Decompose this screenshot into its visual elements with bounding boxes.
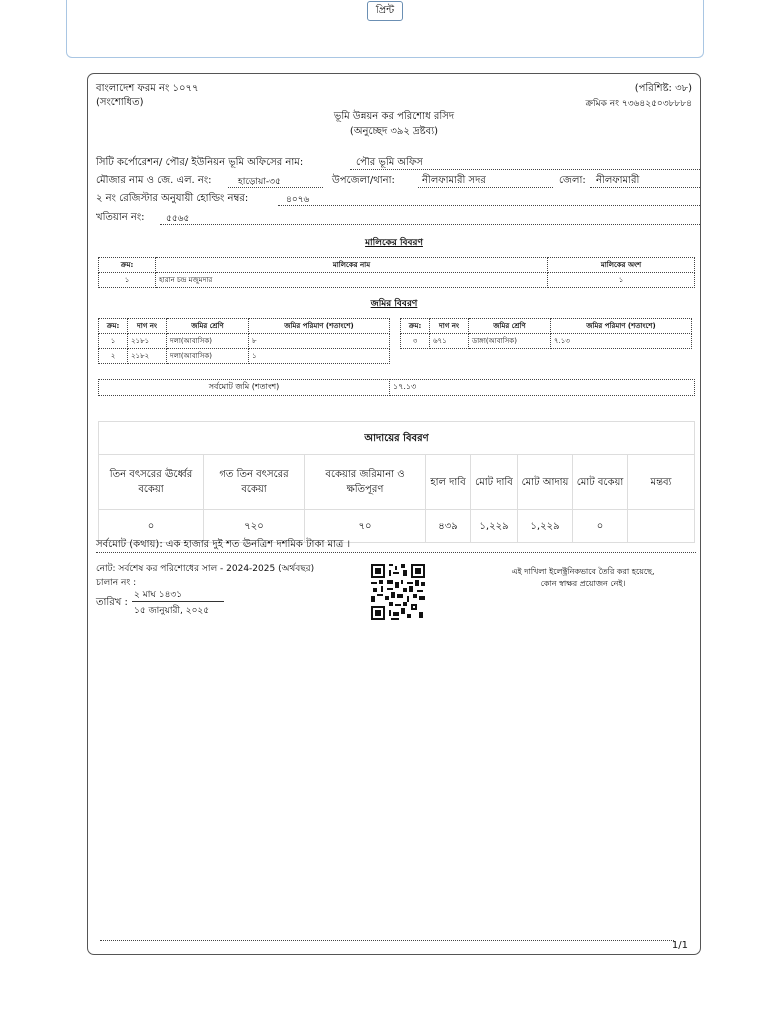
serial-number: ক্রমিক নং ৭৩৬৪২৫০৩৮৮৮৪	[585, 99, 692, 109]
owner-col-name: মালিকের নাম	[156, 258, 548, 273]
land-col-class: জমির শ্রেণি	[167, 319, 249, 334]
land-class: দলা(আবাসিক)	[167, 334, 249, 349]
date-divider	[132, 601, 224, 602]
land-left-header	[99, 319, 390, 334]
office-label: সিটি কর্পোরেশন/ পৌর/ ইউনিয়ন ভূমি অফিসের নাম:	[96, 157, 304, 168]
revised-label: (সংশোধিত)	[96, 97, 144, 108]
holding-label: ২ নং রেজিস্টার অনুযায়ী হোল্ডিং নম্বর:	[96, 193, 249, 204]
receipt-subtitle: (অনুচ্ছেদ ৩৯২ দ্রষ্টব্য)	[349, 126, 439, 137]
date-gregorian: ১৫ জানুয়ারী, ২০২৫	[134, 606, 210, 616]
office-value: পৌর ভূমি অফিস	[356, 157, 423, 168]
qr-code-icon	[371, 564, 425, 620]
land-total-table	[98, 379, 695, 396]
print-toolbar	[66, 0, 704, 58]
val-total-due: ০	[573, 510, 628, 543]
mouza-label: মৌজার নাম ও জে. এল. নং:	[96, 175, 212, 186]
print-button[interactable]: প্রিন্ট	[367, 1, 403, 21]
owner-share: ১	[548, 273, 695, 288]
mouza-value: হাড়োয়া-৩৫	[238, 177, 281, 187]
owner-table-header	[99, 258, 695, 273]
appendix-label: (পরিশিষ্ট: ৩৮)	[634, 83, 692, 94]
col-last-three-years: গত তিন বৎসরের বকেয়া	[204, 455, 305, 510]
table-row	[99, 380, 695, 396]
owner-serial: ১	[99, 273, 156, 288]
col-total-due: মোট বকেয়া	[573, 455, 628, 510]
district-label: জেলা:	[559, 175, 586, 186]
payment-note: নোট: সর্বশেষ কর পরিশোধের সাল - 2024-2025 (অর্থবছর)	[96, 564, 315, 574]
land-area: ১	[249, 349, 390, 364]
date-label: তারিখ :	[96, 597, 128, 608]
val-last-three-years: ৭২০	[204, 510, 305, 543]
land-col-class: জমির শ্রেণি	[469, 319, 551, 334]
upazila-label: উপজেলা/থানা:	[332, 175, 395, 186]
val-remarks	[628, 510, 695, 543]
owner-name: হারান চন্দ্র মজুমদার	[156, 273, 548, 288]
val-total-demand: ১,২২৯	[471, 510, 518, 543]
khatian-value: ৫৫৬৫	[166, 214, 190, 224]
land-serial: ১	[99, 334, 128, 349]
table-row	[99, 349, 390, 364]
land-serial: ২	[99, 349, 128, 364]
upazila-dotline	[418, 187, 553, 188]
land-total-label: সর্বমোট জমি (শতাংশ)	[99, 380, 390, 396]
form-number: বাংলাদেশ ফরম নং ১০৭৭	[96, 83, 199, 94]
electronic-note-line1: এই দাখিলা ইলেক্ট্রনিকভাবে তৈরি করা হয়েছে,	[511, 567, 655, 576]
col-fine: বকেয়ার জরিমানা ও ক্ষতিপূরণ	[305, 455, 426, 510]
challan-label: চালান নং :	[96, 578, 137, 588]
collection-table	[98, 421, 695, 543]
land-right-header	[401, 319, 692, 334]
col-current-demand: হাল দাবি	[426, 455, 471, 510]
land-class: দলা(আবাসিক)	[167, 349, 249, 364]
land-col-area: জমির পরিমাণ (শতাংশে)	[249, 319, 390, 334]
val-current-demand: ৪৩৯	[426, 510, 471, 543]
total-dotline	[96, 552, 696, 553]
electronic-note-line2: কোন স্বাক্ষর প্রয়োজন নেই।	[540, 579, 626, 588]
date-bangla: ২ মাঘ ১৪৩১	[134, 590, 183, 600]
table-row	[99, 273, 695, 288]
khatian-label: খতিয়ান নং:	[96, 212, 145, 223]
val-total-collected: ১,২২৯	[518, 510, 573, 543]
owner-table	[98, 257, 695, 288]
land-col-area: জমির পরিমাণ (শতাংশে)	[551, 319, 692, 334]
collection-title: আদায়ের বিবরণ	[99, 422, 695, 455]
land-col-serial: ক্রম:	[99, 319, 128, 334]
land-table-right	[400, 318, 692, 349]
col-total-collected: মোট আদায়	[518, 455, 573, 510]
bottom-dotline	[100, 940, 674, 941]
land-dag: ২১৮২	[128, 349, 167, 364]
land-area: ৭.১৩	[551, 334, 692, 349]
district-dotline	[590, 187, 700, 188]
receipt-title: ভূমি উন্নয়ন কর পরিশোধ রসিদ	[333, 111, 455, 122]
page-number: 1/1	[671, 940, 688, 951]
receipt-page	[87, 73, 701, 955]
col-over-three-years: তিন বৎসরের ঊর্ধ্বের বকেয়া	[99, 455, 204, 510]
office-dotline	[350, 169, 700, 170]
land-serial: ৩	[401, 334, 430, 349]
table-row	[99, 334, 390, 349]
col-total-demand: মোট দাবি	[471, 455, 518, 510]
holding-value: ৪০৭৬	[286, 195, 310, 205]
land-col-dag: দাগ নং	[430, 319, 469, 334]
collection-header-row	[99, 455, 695, 510]
land-col-serial: ক্রম:	[401, 319, 430, 334]
owner-col-serial: ক্রম:	[99, 258, 156, 273]
land-total-value: ১৭.১৩	[390, 380, 695, 396]
owner-col-share: মালিকের অংশ	[548, 258, 695, 273]
val-over-three-years: ০	[99, 510, 204, 543]
khatian-dotline	[160, 224, 700, 225]
col-remarks: মন্তব্য	[628, 455, 695, 510]
land-col-dag: দাগ নং	[128, 319, 167, 334]
owner-section-title: মালিকের বিবরণ	[365, 238, 423, 248]
upazila-value: নীলফামারী সদর	[422, 175, 486, 186]
collection-title-row	[99, 422, 695, 455]
holding-dotline	[278, 205, 700, 206]
land-section-title: জমির বিবরণ	[370, 299, 418, 309]
table-row	[401, 334, 692, 349]
land-area: ৮	[249, 334, 390, 349]
district-value: নীলফামারী	[596, 175, 640, 186]
mouza-dotline	[228, 187, 323, 188]
land-dag: ২১৮১	[128, 334, 167, 349]
land-table-left	[98, 318, 390, 364]
total-in-words: সর্বমোট (কথায়): এক হাজার দুই শত ঊনত্রিশ দশমিক টাকা মাত্র ।	[96, 539, 351, 550]
land-dag: ৬৭১	[430, 334, 469, 349]
val-fine: ৭০	[305, 510, 426, 543]
land-class: ডাঙ্গা(আবাসিক)	[469, 334, 551, 349]
